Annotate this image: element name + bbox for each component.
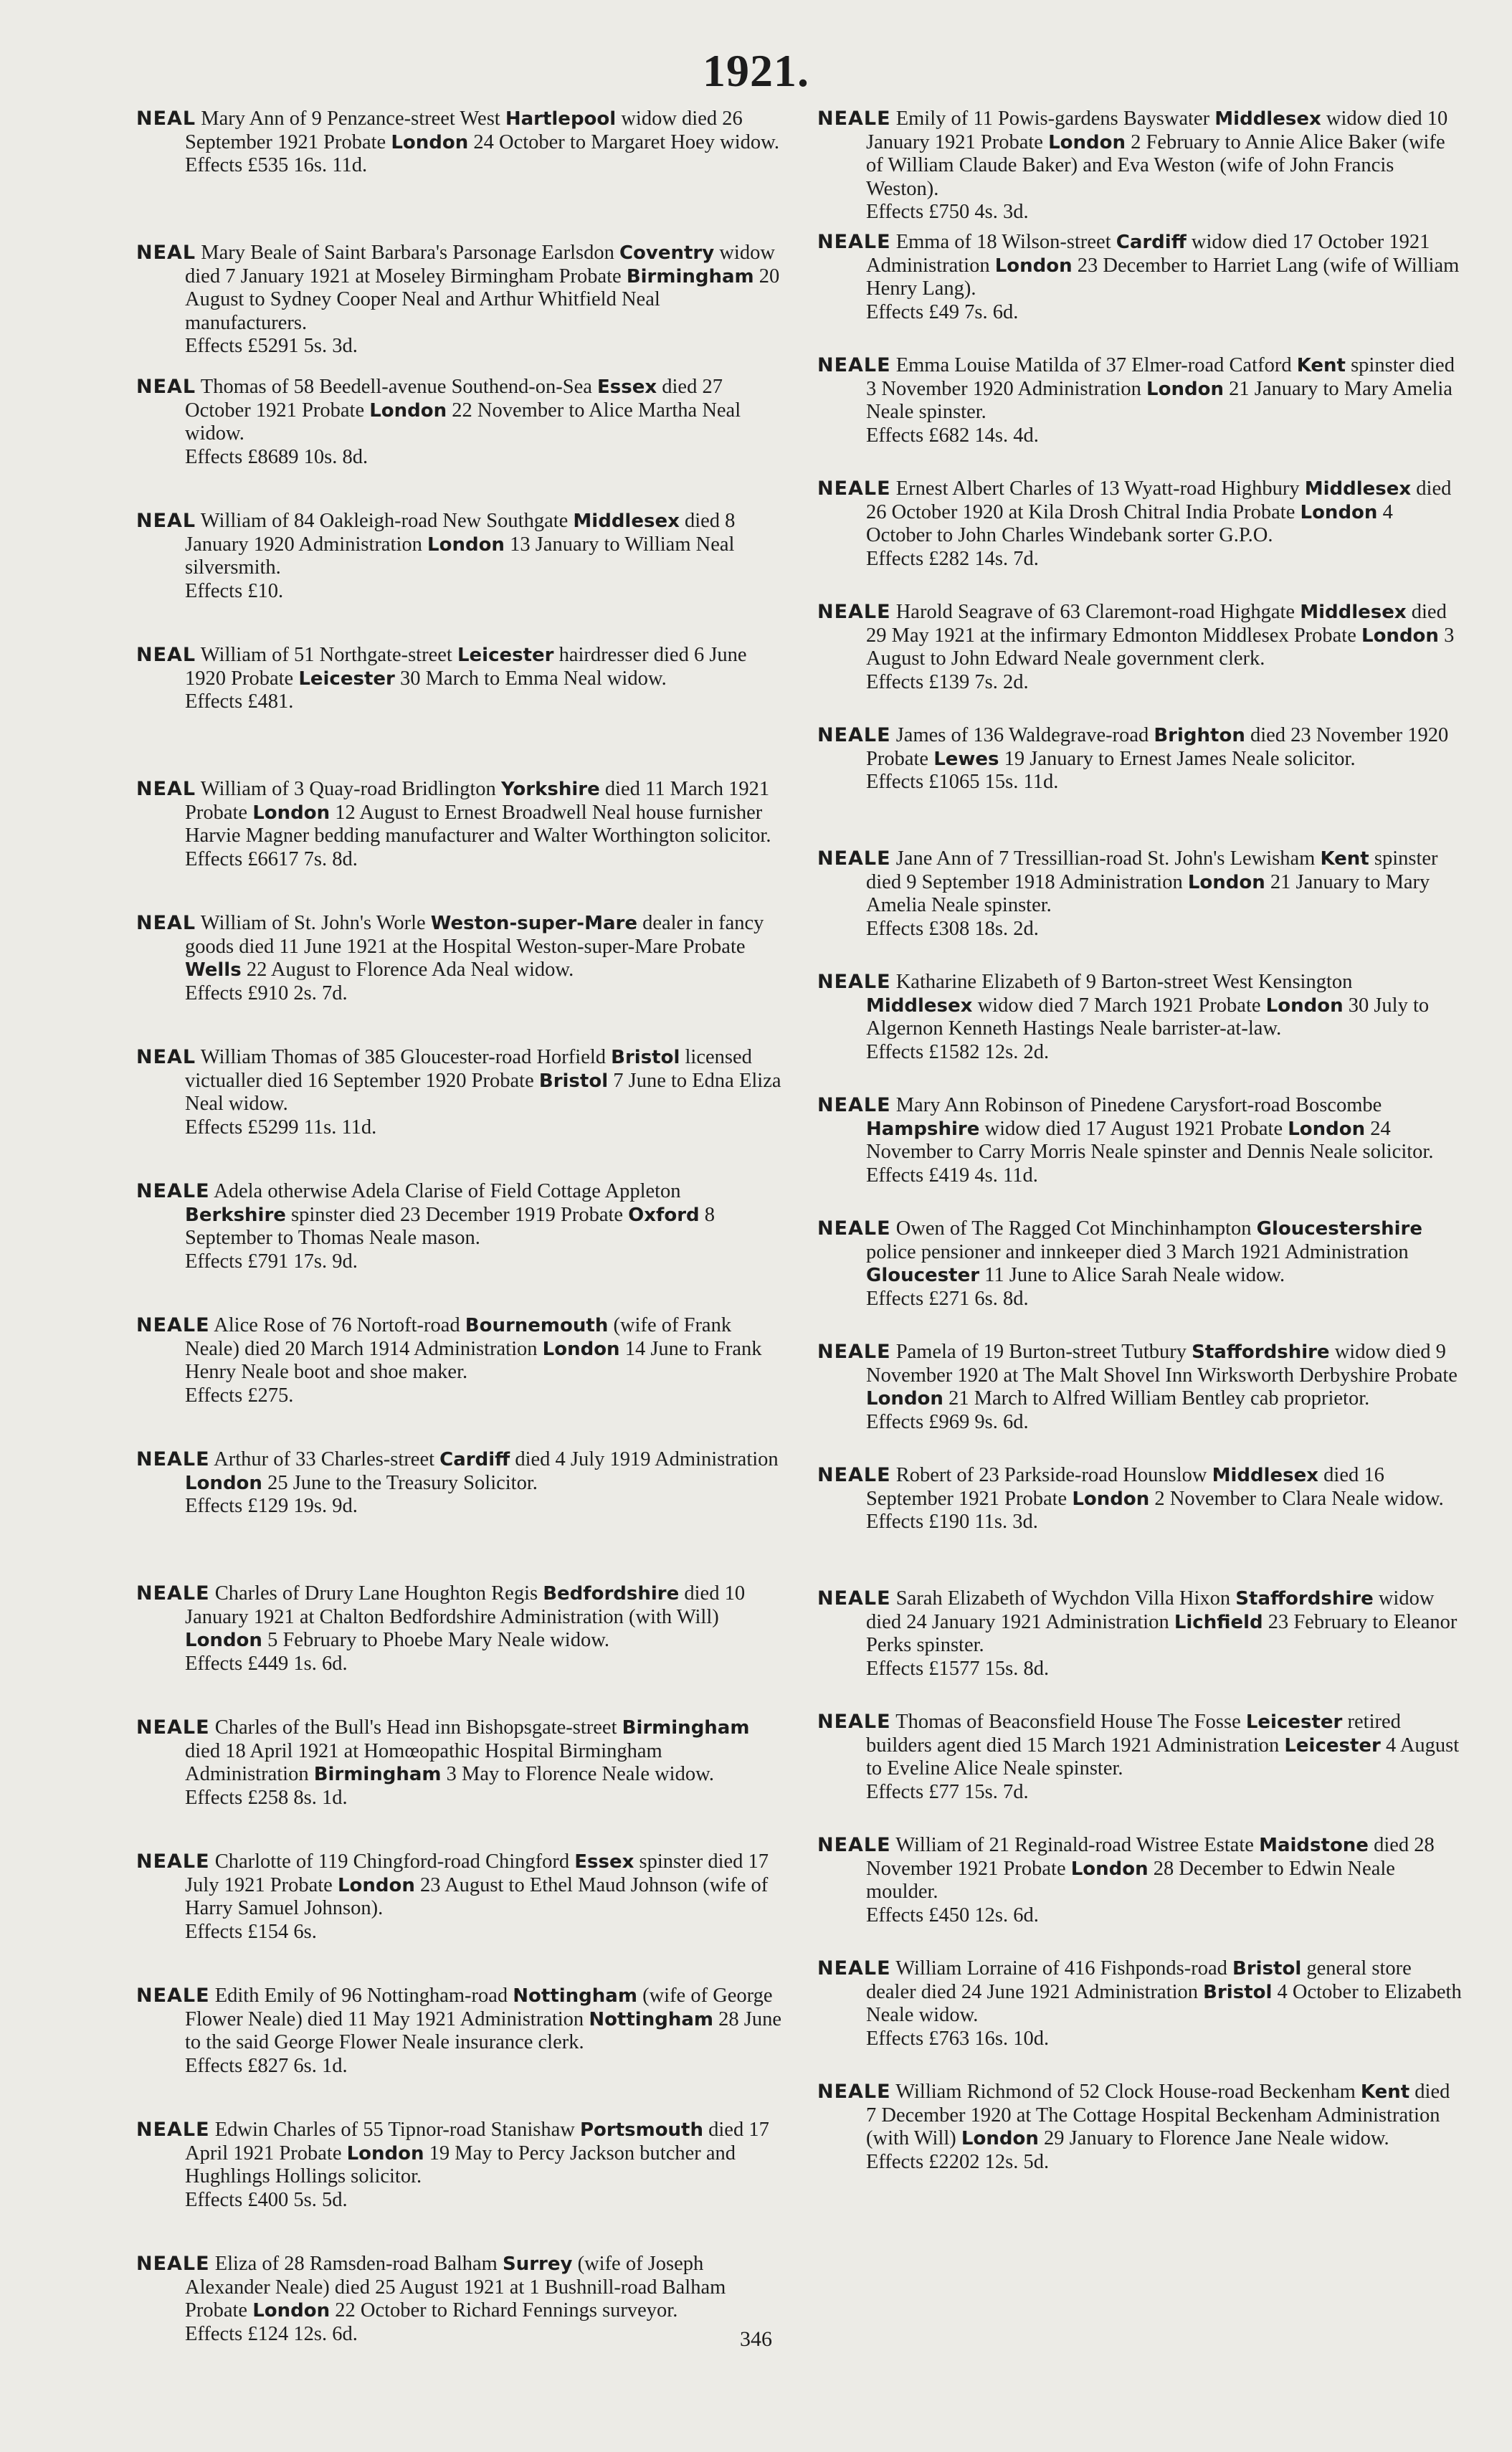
entry-place: Cardiff [439, 1449, 510, 1470]
entry-text: died 26 October 1920 at Kila Drosh Chitral India Probate [866, 477, 1452, 523]
entry-text: William of 3 Quay-road Bridlington [200, 778, 501, 800]
entry-text: Ernest Albert Charles of 13 Wyatt-road Highbury [895, 477, 1305, 500]
entry-place: London [1187, 871, 1265, 893]
entry-text: Charles of the Bull's Head inn Bishopsgate-street [214, 1716, 622, 1739]
entry-surname: NEAL [136, 778, 196, 800]
entry-place: Oxford [628, 1204, 700, 1226]
entry-effects: Effects £139 7s. 2d. [866, 670, 1029, 693]
entry-surname: NEALE [817, 1587, 891, 1610]
entry-effects: Effects £8689 10s. 8d. [185, 445, 369, 468]
entry-place: Staffordshire [1192, 1341, 1330, 1363]
entry-surname: NEALE [136, 1850, 210, 1873]
entry-effects: Effects £1582 12s. 2d. [866, 1040, 1050, 1063]
entry-text: 22 October to Richard Fennings surveyor. [330, 2299, 678, 2322]
entry-place: Nottingham [513, 1985, 637, 2007]
entry-surname: NEALE [136, 1582, 210, 1605]
probate-entry [817, 2081, 1463, 2204]
entry-place: Gloucestershire [1256, 1218, 1423, 1240]
entry-text: Alice Rose of 76 Nortoft-road [214, 1314, 465, 1336]
entry-place: Lewes [933, 748, 999, 770]
entry-text: Owen of The Ragged Cot Minchinhampton [895, 1217, 1257, 1240]
entry-place: Kent [1360, 2081, 1410, 2103]
entry-effects: Effects £535 16s. 11d. [185, 154, 368, 176]
entry-surname: NEALE [817, 231, 891, 253]
entry-text: 2 November to Clara Neale widow. [1149, 1487, 1444, 1510]
entry-effects: Effects £10. [185, 579, 284, 602]
page-year-heading: 1921. [703, 45, 809, 96]
entry-place: Brighton [1154, 725, 1245, 746]
entry-surname: NEAL [136, 108, 196, 130]
entry-text: 8 September to Thomas Neale mason. [185, 1203, 715, 1249]
probate-entry [817, 1957, 1463, 2081]
entry-surname: NEALE [817, 1094, 891, 1116]
entry-place: Gloucester [866, 1265, 980, 1286]
probate-entry [817, 1094, 1463, 1217]
entry-place: Hartlepool [505, 108, 617, 130]
entry-text: dealer in fancy goods died 11 June 1921 at the Hospital Weston-super-Mare Probate [185, 912, 764, 958]
entry-surname: NEALE [136, 1314, 210, 1336]
entry-place: London [1361, 624, 1439, 647]
probate-entry [817, 1711, 1463, 1834]
entry-text: William of 84 Oakleigh-road New Southgate [200, 510, 574, 532]
entry-surname: NEAL [136, 912, 196, 934]
entry-place: London [994, 255, 1073, 277]
entry-text: 24 November to Carry Morris Neale spinster and Dennis Neale solicitor. [866, 1117, 1434, 1163]
entry-text: 28 December to Edwin Neale moulder. [866, 1857, 1395, 1903]
entry-place: London [391, 131, 469, 153]
entry-place: Birmingham [622, 1717, 750, 1739]
entry-text: 14 June to Frank Henry Neale boot and shoe maker. [185, 1337, 762, 1383]
entry-place: Middlesex [1300, 602, 1407, 623]
page-number: 346 [740, 2327, 772, 2351]
entry-text: (wife of Joseph Alexander Neale) died 25 August 1921 at 1 Bushnill-road Balham Probate [185, 2253, 726, 2322]
probate-entry [136, 1046, 781, 1180]
entry-text: died 8 January 1920 Administration [185, 510, 736, 556]
entry-surname: NEALE [817, 1217, 891, 1240]
entry-text: Edith Emily of 96 Nottingham-road [214, 1985, 513, 2007]
entry-effects: Effects £77 15s. 7d. [866, 1780, 1029, 1803]
entry-text: William of 21 Reginald-road Wistree Estate [895, 1834, 1260, 1856]
entry-text: 20 August to Sydney Cooper Neal and Arthur Whitfield Neal manufacturers. [185, 265, 780, 334]
entry-text: 21 January to Mary Amelia Neale spinster. [866, 377, 1452, 423]
entry-surname: NEALE [817, 601, 891, 623]
entry-text: 22 November to Alice Martha Neal widow. [185, 399, 741, 445]
entry-place: London [346, 2142, 424, 2164]
entry-place: London [1300, 501, 1378, 523]
entry-effects: Effects £154 6s. [185, 1920, 317, 1943]
entry-text: Pamela of 19 Burton-street Tutbury [895, 1341, 1192, 1363]
entry-text: 19 January to Ernest James Neale solicitor. [999, 747, 1356, 770]
entry-text: 28 June to the said George Flower Neale insurance clerk. [185, 2007, 781, 2053]
entry-text: Emma Louise Matilda of 37 Elmer-road Catford [895, 354, 1297, 376]
probate-entry [136, 108, 781, 242]
entry-surname: NEALE [817, 1957, 891, 1980]
probate-entry [136, 376, 781, 510]
entry-place: Leicester [1245, 1711, 1343, 1733]
entry-text: widow died 7 March 1921 Probate [972, 994, 1266, 1017]
entry-text: 5 February to Phoebe Mary Neale widow. [262, 1629, 610, 1651]
entry-text: spinster died 9 September 1918 Administration [866, 847, 1438, 893]
entry-place: Middlesex [1214, 108, 1321, 130]
entry-text: died 23 November 1920 Probate [866, 724, 1449, 770]
entry-text: spinster died 17 July 1921 Probate [185, 1850, 769, 1896]
entry-surname: NEALE [817, 354, 891, 376]
probate-entry [817, 354, 1463, 477]
probate-entry [817, 108, 1463, 231]
entry-effects: Effects £1577 15s. 8d. [866, 1657, 1050, 1680]
probate-entry [817, 1341, 1463, 1464]
entry-text: 24 October to Margaret Hoey widow. [468, 130, 779, 153]
entry-place: Yorkshire [500, 779, 600, 800]
entry-text: widow died 26 September 1921 Probate [185, 108, 743, 153]
entry-text: Adela otherwise Adela Clarise of Field Cottage Appleton [214, 1180, 681, 1202]
probate-entry [136, 1448, 781, 1582]
entry-place: Middlesex [866, 994, 973, 1017]
probate-entry [817, 724, 1463, 847]
entry-text: died 11 March 1921 Probate [185, 778, 770, 824]
entry-place: Bristol [1232, 1958, 1302, 1980]
entry-text: 3 May to Florence Neale widow. [441, 1763, 714, 1785]
entry-effects: Effects £190 11s. 3d. [866, 1511, 1038, 1533]
entry-surname: NEALE [817, 971, 891, 993]
entry-effects: Effects £827 6s. 1d. [185, 2054, 348, 2077]
entry-effects: Effects £400 5s. 5d. [185, 2188, 348, 2211]
entry-text: died 29 May 1921 at the infirmary Edmonton Middlesex Probate [866, 601, 1447, 647]
entry-text: died 4 July 1919 Administration [510, 1448, 779, 1470]
probate-entry [136, 912, 781, 1046]
entry-place: Berkshire [185, 1204, 286, 1226]
entry-effects: Effects £750 4s. 3d. [866, 201, 1029, 223]
entry-effects: Effects £791 17s. 9d. [185, 1250, 358, 1273]
left-column [136, 108, 781, 2387]
entry-place: Kent [1320, 848, 1369, 870]
entry-text: Emily of 11 Powis-gardens Bayswater [895, 108, 1215, 130]
probate-entry [817, 477, 1463, 601]
entry-surname: NEALE [136, 2253, 210, 2275]
entry-text: spinster died 23 December 1919 Probate [285, 1203, 629, 1226]
entry-text: William of St. John's Worle [200, 912, 431, 934]
probate-entry [136, 778, 781, 912]
entry-text: 4 October to Elizabeth Neale widow. [866, 1980, 1462, 2026]
entry-place: Bedfordshire [543, 1583, 680, 1605]
entry-text: died 27 October 1921 Probate [185, 376, 723, 422]
entry-text: Edwin Charles of 55 Tipnor-road Stanishaw [214, 2119, 580, 2141]
entry-place: Middlesex [1304, 478, 1412, 500]
entry-text: spinster died 3 November 1920 Administration [866, 354, 1455, 400]
entry-place: Cardiff [1116, 232, 1187, 253]
entry-place: London [961, 2128, 1039, 2149]
entry-place: London [252, 2300, 331, 2322]
entry-place: Bournemouth [465, 1315, 609, 1336]
entry-text: 23 February to Eleanor Perks spinster. [866, 1610, 1458, 1656]
entry-surname: NEALE [817, 2081, 891, 2103]
entry-place: Leicester [1284, 1734, 1381, 1757]
entry-surname: NEALE [817, 1711, 891, 1733]
entry-surname: NEALE [817, 1834, 891, 1856]
entry-effects: Effects £419 4s. 11d. [866, 1164, 1038, 1187]
entry-place: Leicester [298, 667, 395, 690]
entry-place: London [1146, 378, 1224, 400]
right-column [817, 108, 1463, 2204]
entry-surname: NEALE [136, 2119, 210, 2141]
probate-entry [136, 242, 781, 376]
entry-surname: NEALE [817, 1464, 891, 1486]
entry-effects: Effects £1065 15s. 11d. [866, 771, 1059, 793]
entry-text: William Richmond of 52 Clock House-road Beckenham [895, 2081, 1361, 2103]
entry-text: retired builders agent died 15 March 1921 Administration [866, 1711, 1401, 1757]
entry-place: London [1072, 1488, 1150, 1510]
entry-effects: Effects £124 12s. 6d. [185, 2322, 358, 2345]
probate-entry [136, 1180, 781, 1314]
entry-surname: NEAL [136, 644, 196, 666]
entry-effects: Effects £763 16s. 10d. [866, 2027, 1050, 2050]
entry-text: died 10 January 1921 at Chalton Bedfordshire Administration (with Will) [185, 1582, 746, 1628]
entry-text: 19 May to Percy Jackson butcher and Hughlings Hollings solicitor. [185, 2142, 736, 2187]
entry-place: Nottingham [589, 2008, 713, 2030]
entry-text: 30 March to Emma Neal widow. [394, 667, 667, 690]
entry-place: Kent [1296, 355, 1346, 376]
entry-surname: NEALE [136, 1985, 210, 2007]
entry-text: police pensioner and innkeeper died 3 March 1921 Administration [866, 1240, 1409, 1263]
entry-effects: Effects £449 1s. 6d. [185, 1652, 348, 1675]
entry-place: Staffordshire [1235, 1588, 1374, 1610]
probate-entry [136, 2119, 781, 2253]
entry-text: died 7 December 1920 at The Cottage Hospital Beckenham Administration (with Will) [866, 2081, 1450, 2149]
entry-place: Birmingham [626, 265, 754, 288]
entry-place: Hampshire [866, 1118, 980, 1140]
entry-surname: NEALE [817, 1341, 891, 1363]
entry-text: 2 February to Annie Alice Baker (wife of William Claude Baker) and Eva Weston (wife of John Francis Weston). [866, 130, 1445, 200]
probate-entry [817, 231, 1463, 354]
entry-place: Essex [574, 1851, 634, 1873]
entry-text: Harold Seagrave of 63 Claremont-road Highgate [895, 601, 1301, 623]
probate-entry [136, 1314, 781, 1448]
entry-text: 4 October to John Charles Windebank sorter G.P.O. [866, 500, 1393, 546]
entry-place: London [185, 1472, 262, 1494]
entry-surname: NEALE [817, 724, 891, 746]
entry-place: Lichfield [1174, 1611, 1263, 1633]
entry-place: Coventry [619, 242, 715, 264]
entry-effects: Effects £271 6s. 8d. [866, 1287, 1029, 1310]
entry-place: Bristol [538, 1070, 609, 1092]
entry-text: 13 January to William Neal silversmith. [185, 533, 735, 579]
entry-place: London [252, 802, 331, 824]
entry-effects: Effects £5299 11s. 11d. [185, 1116, 377, 1139]
entry-text: widow died 9 November 1920 at The Malt Shovel Inn Wirksworth Derbyshire Probate [866, 1341, 1458, 1387]
entry-surname: NEAL [136, 510, 196, 532]
entry-effects: Effects £282 14s. 7d. [866, 547, 1039, 570]
entry-text: widow died 17 October 1921 Administration [866, 231, 1430, 277]
entry-text: William of 51 Northgate-street [200, 644, 457, 666]
probate-entry [136, 1850, 781, 1985]
entry-text: Mary Ann of 9 Penzance-street West [201, 108, 505, 130]
entry-text: Arthur of 33 Charles-street [214, 1448, 440, 1470]
entry-text: 25 June to the Treasury Solicitor. [262, 1471, 538, 1494]
entry-effects: Effects £5291 5s. 3d. [185, 335, 358, 357]
entry-place: Bristol [611, 1047, 680, 1068]
entry-place: London [1070, 1858, 1149, 1880]
probate-entry [136, 1985, 781, 2119]
entry-effects: Effects £275. [185, 1384, 294, 1407]
entry-text: William Lorraine of 416 Fishponds-road [895, 1957, 1233, 1980]
entry-effects: Effects £910 2s. 7d. [185, 982, 348, 1004]
entry-place: Middlesex [1212, 1465, 1319, 1486]
entry-effects: Effects £49 7s. 6d. [866, 300, 1019, 323]
entry-place: London [337, 1874, 415, 1896]
entry-place: London [866, 1388, 943, 1410]
entry-place: London [369, 399, 447, 422]
entry-surname: NEALE [136, 1180, 210, 1202]
probate-entry [136, 1582, 781, 1716]
entry-text: died 28 November 1921 Probate [866, 1834, 1435, 1880]
entry-text: widow died 10 January 1921 Probate [866, 108, 1448, 153]
entry-place: London [1265, 994, 1344, 1017]
entry-place: London [1288, 1118, 1366, 1140]
probate-entry [136, 510, 781, 644]
probate-entry [136, 1716, 781, 1850]
entry-text: widow died 7 January 1921 at Moseley Birmingham Probate [185, 242, 775, 288]
entry-effects: Effects £682 14s. 4d. [866, 424, 1039, 447]
entry-text: 3 August to John Edward Neale government clerk. [866, 624, 1455, 670]
probate-entry [817, 971, 1463, 1094]
entry-effects: Effects £450 12s. 6d. [866, 1904, 1039, 1926]
entry-effects: Effects £969 9s. 6d. [866, 1410, 1029, 1433]
entry-text: William Thomas of 385 Gloucester-road Horfield [200, 1046, 612, 1068]
entry-text: (wife of George Flower Neale) died 11 May 1921 Administration [185, 1985, 773, 2030]
entry-text: Charles of Drury Lane Houghton Regis [214, 1582, 543, 1605]
entry-text: widow died 17 August 1921 Probate [979, 1117, 1288, 1140]
entry-effects: Effects £2202 12s. 5d. [866, 2150, 1050, 2173]
entry-text: 11 June to Alice Sarah Neale widow. [979, 1264, 1285, 1286]
entry-text: 30 July to Algernon Kenneth Hastings Neale barrister-at-law. [866, 994, 1430, 1040]
probate-entry [817, 1217, 1463, 1341]
entry-place: Portsmouth [579, 2119, 703, 2141]
probate-entry [136, 644, 781, 778]
entry-place: Middlesex [573, 510, 680, 532]
probate-entry [817, 601, 1463, 724]
entry-text: Katharine Elizabeth of 9 Barton-street West Kensington [895, 971, 1353, 993]
probate-entry [817, 1834, 1463, 1957]
entry-place: London [185, 1630, 262, 1651]
entry-effects: Effects £6617 7s. 8d. [185, 847, 358, 870]
entry-text: Emma of 18 Wilson-street [895, 231, 1116, 253]
entry-effects: Effects £258 8s. 1d. [185, 1786, 348, 1809]
entry-text: Robert of 23 Parkside-road Hounslow [895, 1464, 1212, 1486]
entry-effects: Effects £308 18s. 2d. [866, 917, 1039, 940]
entry-place: London [1048, 131, 1126, 153]
entry-text: 23 August to Ethel Maud Johnson (wife of Harry Samuel Johnson). [185, 1873, 769, 1919]
entry-text: (wife of Frank Neale) died 20 March 1914 Administration [185, 1314, 732, 1360]
entry-text: Mary Beale of Saint Barbara's Parsonage Earlsdon [201, 242, 619, 264]
entry-text: 21 March to Alfred William Bentley cab proprietor. [943, 1387, 1370, 1410]
entry-surname: NEAL [136, 1046, 196, 1068]
entry-place: London [542, 1338, 620, 1360]
entry-place: Leicester [457, 645, 554, 666]
entry-text: 7 June to Edna Eliza Neal widow. [185, 1069, 781, 1115]
probate-entry [817, 1587, 1463, 1711]
entry-place: Surrey [502, 2253, 573, 2275]
entry-text: 4 August to Eveline Alice Neale spinster. [866, 1734, 1460, 1779]
entry-text: Charlotte of 119 Chingford-road Chingford [214, 1850, 575, 1873]
entry-text: Mary Ann Robinson of Pinedene Carysfort-road Boscombe [895, 1094, 1382, 1116]
entry-text: died 18 April 1921 at Homœopathic Hospital Birmingham Administration [185, 1739, 662, 1785]
entry-place: Weston-super-Mare [430, 913, 637, 934]
entry-place: Bristol [1203, 1981, 1273, 2003]
entry-text: James of 136 Waldegrave-road [895, 724, 1154, 746]
entry-text: died 16 September 1921 Probate [866, 1464, 1384, 1510]
entry-place: London [427, 533, 505, 556]
entry-text: 22 August to Florence Ada Neal widow. [241, 959, 574, 981]
entry-text: Sarah Elizabeth of Wychdon Villa Hixon [895, 1587, 1236, 1610]
entry-text: Thomas of 58 Beedell-avenue Southend-on-Sea [200, 376, 597, 398]
entry-surname: NEAL [136, 376, 196, 398]
entry-text: 12 August to Ernest Broadwell Neal house furnisher Harvie Magner bedding manufacturer and Walter Worthington solicitor. [185, 801, 771, 847]
entry-text: 21 January to Mary Amelia Neale spinster. [866, 870, 1430, 916]
entry-place: Birmingham [313, 1764, 442, 1785]
entry-text: 23 December to Harriet Lang (wife of William Henry Lang). [866, 254, 1460, 300]
entry-text: licensed victualler died 16 September 1920 Probate [185, 1046, 752, 1092]
probate-entry [817, 847, 1463, 971]
probate-entry [136, 2253, 781, 2387]
entry-text: widow died 24 January 1921 Administration [866, 1587, 1435, 1633]
entry-effects: Effects £129 19s. 9d. [185, 1495, 358, 1517]
entry-surname: NEALE [136, 1448, 210, 1470]
entry-surname: NEAL [136, 242, 196, 264]
entry-surname: NEALE [136, 1716, 210, 1739]
entry-text: hairdresser died 6 June 1920 Probate [185, 644, 747, 690]
entry-place: Essex [597, 376, 657, 398]
entry-place: Wells [185, 959, 242, 981]
entry-text: Jane Ann of 7 Tressillian-road St. John's Lewisham [895, 847, 1321, 870]
entry-surname: NEALE [817, 477, 891, 500]
entry-surname: NEALE [817, 847, 891, 870]
entry-text: Eliza of 28 Ramsden-road Balham [214, 2253, 503, 2275]
entry-effects: Effects £481. [185, 690, 294, 713]
entry-text: 29 January to Florence Jane Neale widow. [1038, 2127, 1389, 2149]
entry-text: general store dealer died 24 June 1921 Administration [866, 1957, 1412, 2003]
entry-place: Maidstone [1259, 1835, 1369, 1856]
entry-surname: NEALE [817, 108, 891, 130]
entry-text: died 17 April 1921 Probate [185, 2119, 769, 2164]
probate-entry [817, 1464, 1463, 1587]
entry-text: Thomas of Beaconsfield House The Fosse [895, 1711, 1246, 1733]
